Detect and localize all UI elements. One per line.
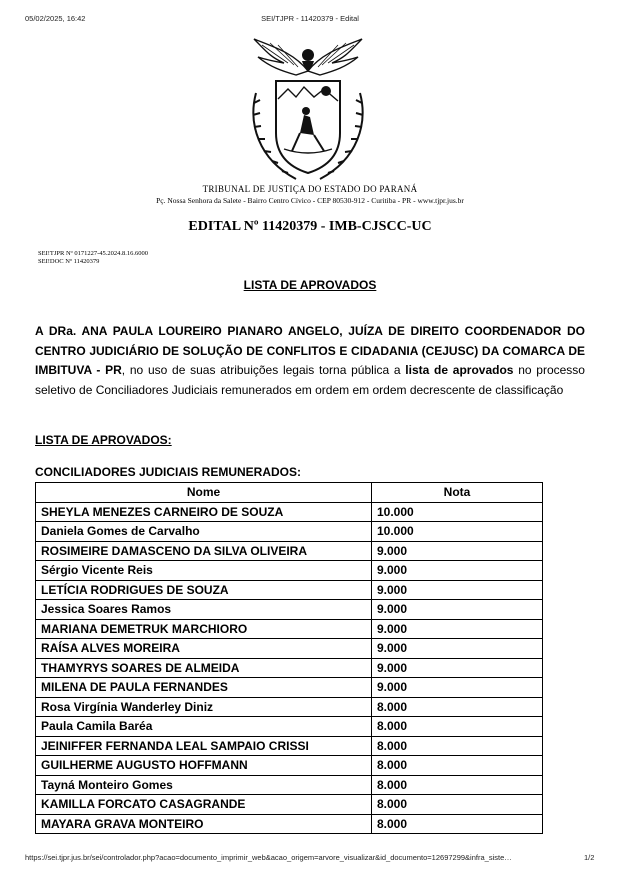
table-row bbox=[36, 775, 543, 795]
process-reference: SEI!TJPR Nº 0171227-45.2024.8.16.6000 bbox=[38, 250, 148, 257]
edital-title: EDITAL Nº 11420379 - IMB-CJSCC-UC bbox=[188, 219, 432, 234]
table-row bbox=[36, 522, 543, 542]
candidate-name: RAÍSA ALVES MOREIRA bbox=[36, 639, 372, 659]
table-row bbox=[36, 561, 543, 581]
intro-bold-text: A DRa. ANA PAULA LOUREIRO PIANARO ANGELO, JUÍZA DE DIREITO COORDENADOR DO CENTRO JUDICIÁRIO DE SOLUÇÃO DE CONFLITOS E CIDADANIA (CEJUSC) DA COMARCA DE IMBITUVA - PR bbox=[35, 324, 585, 377]
intro-paragraph bbox=[35, 322, 585, 400]
table-row bbox=[36, 600, 543, 620]
candidate-score: 8.000 bbox=[372, 775, 543, 795]
candidate-score: 9.000 bbox=[372, 678, 543, 698]
page-number: 1/2 bbox=[584, 853, 595, 862]
table-row bbox=[36, 678, 543, 698]
doc-reference: SEI!DOC Nº 11420379 bbox=[38, 258, 100, 265]
coat-of-arms-icon bbox=[244, 33, 372, 183]
court-address: Pç. Nossa Senhora da Salete - Bairro Centro Cívico - CEP 80530-912 - Curitiba - PR - www.tjpr.jus.br bbox=[156, 196, 464, 205]
candidate-score: 8.000 bbox=[372, 697, 543, 717]
table-row bbox=[36, 795, 543, 815]
candidate-score: 9.000 bbox=[372, 658, 543, 678]
candidate-name: Tayná Monteiro Gomes bbox=[36, 775, 372, 795]
candidate-score: 9.000 bbox=[372, 561, 543, 581]
column-header-score: Nota bbox=[372, 483, 543, 503]
print-url: https://sei.tjpr.jus.br/sei/controlador.php?acao=documento_imprimir_web&acao_origem=arvore_visualizar&id_documento=12697299&infra_siste… bbox=[25, 853, 512, 862]
results-table bbox=[35, 482, 543, 834]
table-row bbox=[36, 736, 543, 756]
candidate-score: 8.000 bbox=[372, 756, 543, 776]
approved-subheading: LISTA DE APROVADOS: bbox=[35, 433, 172, 447]
candidate-name: ROSIMEIRE DAMASCENO DA SILVA OLIVEIRA bbox=[36, 541, 372, 561]
table-row bbox=[36, 580, 543, 600]
candidate-name: MAYARA GRAVA MONTEIRO bbox=[36, 814, 372, 834]
column-header-name: Nome bbox=[36, 483, 372, 503]
table-row bbox=[36, 502, 543, 522]
candidate-name: JEINIFFER FERNANDA LEAL SAMPAIO CRISSI bbox=[36, 736, 372, 756]
candidate-name: Daniela Gomes de Carvalho bbox=[36, 522, 372, 542]
candidate-name: Sérgio Vicente Reis bbox=[36, 561, 372, 581]
candidate-name: KAMILLA FORCATO CASAGRANDE bbox=[36, 795, 372, 815]
candidate-name: THAMYRYS SOARES DE ALMEIDA bbox=[36, 658, 372, 678]
table-row bbox=[36, 697, 543, 717]
candidate-name: SHEYLA MENEZES CARNEIRO DE SOUZA bbox=[36, 502, 372, 522]
court-name: TRIBUNAL DE JUSTIÇA DO ESTADO DO PARANÁ bbox=[202, 184, 418, 194]
candidate-name: Rosa Virgínia Wanderley Diniz bbox=[36, 697, 372, 717]
table-row bbox=[36, 658, 543, 678]
candidate-score: 8.000 bbox=[372, 736, 543, 756]
intro-text-end: no processo seletivo de Conciliadores Judiciais remunerados em ordem em ordem decrescente de classificação bbox=[35, 363, 585, 397]
table-row bbox=[36, 541, 543, 561]
candidate-name: MILENA DE PAULA FERNANDES bbox=[36, 678, 372, 698]
print-datetime: 05/02/2025, 16:42 bbox=[25, 14, 86, 23]
candidate-name: Jessica Soares Ramos bbox=[36, 600, 372, 620]
intro-text: , no uso de suas atribuições legais torna pública a bbox=[121, 363, 406, 377]
table-header-row bbox=[36, 483, 543, 503]
document-references bbox=[38, 250, 148, 266]
intro-bold-text-2: lista de aprovados bbox=[405, 363, 514, 377]
candidate-score: 9.000 bbox=[372, 639, 543, 659]
candidate-score: 9.000 bbox=[372, 600, 543, 620]
candidate-name: GUILHERME AUGUSTO HOFFMANN bbox=[36, 756, 372, 776]
candidate-score: 10.000 bbox=[372, 522, 543, 542]
table-row bbox=[36, 717, 543, 737]
candidate-name: MARIANA DEMETRUK MARCHIORO bbox=[36, 619, 372, 639]
candidate-score: 9.000 bbox=[372, 580, 543, 600]
candidate-score: 8.000 bbox=[372, 795, 543, 815]
candidate-score: 9.000 bbox=[372, 619, 543, 639]
candidate-score: 9.000 bbox=[372, 541, 543, 561]
candidate-name: LETÍCIA RODRIGUES DE SOUZA bbox=[36, 580, 372, 600]
table-row bbox=[36, 756, 543, 776]
candidate-name: Paula Camila Baréa bbox=[36, 717, 372, 737]
candidate-score: 8.000 bbox=[372, 814, 543, 834]
table-row bbox=[36, 639, 543, 659]
list-title: LISTA DE APROVADOS bbox=[243, 278, 377, 292]
table-row bbox=[36, 814, 543, 834]
print-page-title: SEI/TJPR - 11420379 - Edital bbox=[261, 14, 359, 23]
candidate-score: 10.000 bbox=[372, 502, 543, 522]
candidate-score: 8.000 bbox=[372, 717, 543, 737]
table-row bbox=[36, 619, 543, 639]
table-caption: CONCILIADORES JUDICIAIS REMUNERADOS: bbox=[35, 465, 302, 479]
